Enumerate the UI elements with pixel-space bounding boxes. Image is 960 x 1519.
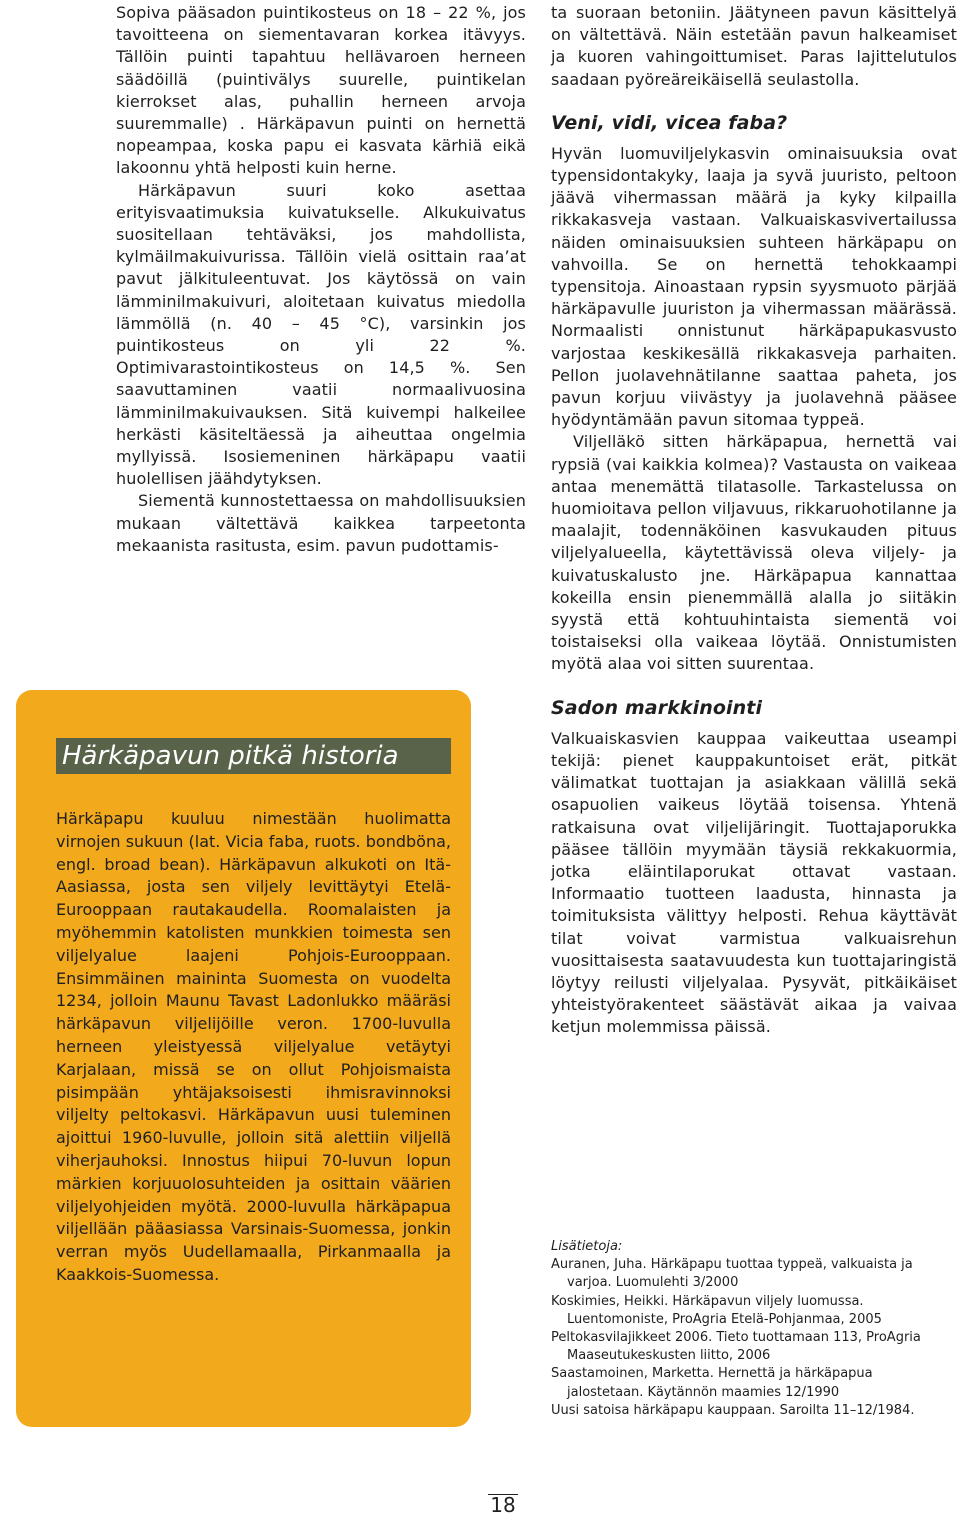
reference-item: Auranen, Juha. Härkäpapu tuottaa typpeä, valkuaista ja varjoa. Luomulehti 3/2000 (551, 1257, 913, 1291)
history-box-title: Härkäpavun pitkä historia (56, 738, 451, 774)
history-box-text: Härkäpapu kuuluu nimestään huolimatta virnojen sukuun (lat. Vicia faba, ruots. bondböna, engl. broad bean). Härkäpavun alkukoti on Itä-Aasiassa, josta sen viljely levittäytyi Etelä-Eurooppaan rautakaudella. Roomalaisten ja myöhemmin katolisten munkkien toimesta sen viljelyalue laajeni Pohjois-Eurooppaan. Ensimmäinen maininta Suomesta on vuodelta 1234, jolloin Maunu Tavast Ladonlukko määräsi härkäpavun viljelijöille veron. 1700-luvulla herneen yleistyessä viljelyalue vetäytyi Karjalaan, missä se on ollut Pohjoismaista pisimpään yhtäjaksoisesti ihmisravinnoksi viljelty peltokasvi. Härkäpavun uusi tuleminen ajoittui 1960-luvulle, jolloin sitä alettiin viljellä viherjauhoksi. Innostus hiipui 70-luvun lopun märkien korjuuolosuhteiden ja osittain väärien viljelyohjeiden myötä. 2000-luvulla härkäpapua viljellään pääasiassa Varsinais-Suomessa, jonkin verran myös Uudellamaalla, Pirkanmaalla ja Kaakkois-Suomessa. (56, 809, 451, 1284)
references-block (551, 1238, 951, 1420)
reference-item: Koskimies, Heikki. Härkäpavun viljely luomussa. Luentomoniste, ProAgria Etelä-Pohjanmaa, 2005 (551, 1293, 882, 1327)
body-paragraph: Hyvän luomuviljelykasvin ominaisuuksia ovat typensidontakyky, laaja ja syvä juuristo, peltoon jäävä vihermassan määrä ja kyky kilpailla rikkakasveja vastaan. Valkuaiskasvivertailussa näiden ominaisuuksien suhteen härkäpapu on vahvoilla. Se on hernettä tehokkaampi typensitoja. Ainoastaan rypsin syysmuoto pärjää härkäpavulle juuriston ja vihermassan määrässä. Normaalisti onnistunut härkäpapukasvusto varjostaa keskikesällä rikkakasveja parhaiten. Pellon juolavehnätilanne saattaa paheta, jos pavun korjuu viivästyy ja juolavehnä pääsee hyödyntämään pavun sitomaa typpeä. (551, 143, 957, 430)
page-number: 18 (490, 1493, 516, 1517)
reference-item: Peltokasvilajikkeet 2006. Tieto tuottamaan 113, ProAgria Maaseutukeskusten liitto, 2006 (551, 1330, 921, 1364)
body-paragraph: Sopiva pääsadon puintikosteus on 18 – 22 %, jos tavoitteena on siementavaran korkea itävyys. Tällöin puinti tapahtuu hellävaroen herneen säädöillä (puintivälys suurelle, puintikelan kierrokset alas, puhallin herneen arvoja suuremmalle) . Härkäpavun puinti on hernettä nopeampaa, koska papu ei kasvata kärhiä eikä lakoonnu yhtä helposti kuin herne. (116, 3, 526, 178)
reference-item: Uusi satoisa härkäpapu kauppaan. Saroilta 11–12/1984. (551, 1402, 915, 1418)
reference-item: Saastamoinen, Marketta. Hernettä ja härkäpapua jalostetaan. Käytännön maamies 12/1990 (551, 1366, 873, 1400)
references-label: Lisätietoja: (551, 1239, 623, 1254)
body-paragraph: ta suoraan betoniin. Jäätyneen pavun käsittelyä on vältettävä. Näin estetään pavun halkeamiset ja kuoren vahingoittumiset. Paras lajittelutulos saadaan pyöreäreikäisellä seulastolla. (551, 3, 957, 89)
right-column (551, 2, 957, 1039)
body-paragraph: Siementä kunnostettaessa on mahdollisuuksien mukaan vältettävä kaikkea tarpeetonta mekaanista rasitusta, esim. pavun pudottamis- (116, 491, 526, 555)
body-paragraph: Valkuaiskasvien kauppaa vaikeuttaa useampi tekijä: pienet kauppakuntoiset erät, pitkät välimatkat tuottajan ja asiakkaan välillä sekä osapuolien vaikeus löytää toisensa. Yhtenä ratkaisuna ovat viljelijäringit. Tuottajaporukka pääsee tällöin myymään täysiä rekkakuormia, jotka eläintilaporukat ottavat vastaan. Informaatio tuotteen laadusta, hinnasta ja toimituksista välittyy helposti. Rehua käyttävät tilat voivat varmistua valkuaisrehun vuosittaisesta saatavuudesta kun tuottajaringistä löytyy reilusti viljelyalaa. Pysyvät, pitkäikäiset yhteistyörakenteet säästävät aikaa ja vaivaa ketjun molemmissa päissä. (551, 728, 957, 1037)
history-sidebar-box (16, 690, 471, 1427)
body-paragraph: Viljelläkö sitten härkäpapua, hernettä vai rypsiä (vai kaikkia kolmea)? Vastausta on vaikeaa antaa menemättä tilatasolle. Tarkastelussa on huomioitava pellon viljavuus, rikkaruohotilanne ja maalajit, todennäköinen kasvukauden pituus viljelyalueella, käytettävissä oleva viljely- ja kuivatuskalusto jne. Härkäpapua kannattaa kokeilla ensin pienemmällä alalla jo siitäkin syystä että kohtuuhintaista siementä voi toistaiseksi olla vaikeaa löytää. Onnistumisten myötä alaa voi sitten suurentaa. (551, 432, 957, 674)
left-column (116, 2, 526, 557)
section-heading: Veni, vidi, vicea faba? (551, 111, 788, 134)
section-heading: Sadon markkinointi (551, 696, 763, 719)
body-paragraph: Härkäpavun suuri koko asettaa erityisvaatimuksia kuivatukselle. Alkukuivatus suositellaan tehtäväksi, jos mahdollista, kylmäilmakuivurissa. Tällöin vielä osittain raa’at pavut jälkituleentuvat. Jos käytössä on vain lämminilmakuivuri, aloitetaan kuivatus miedolla lämmöllä (n. 40 – 45 °C), varsinkin jos puintikosteus on yli 22 %. Optimivarastointikosteus on 14,5 %. Sen saavuttaminen vaatii normaalivuosina lämminilmakuivauksen. Sitä kuivempi halkeilee herkästi käsiteltäessä ja aiheuttaa ongelmia myllyissä. Isosiemeninen härkäpapu vaatii huolellisen jäähdytyksen. (116, 180, 526, 489)
